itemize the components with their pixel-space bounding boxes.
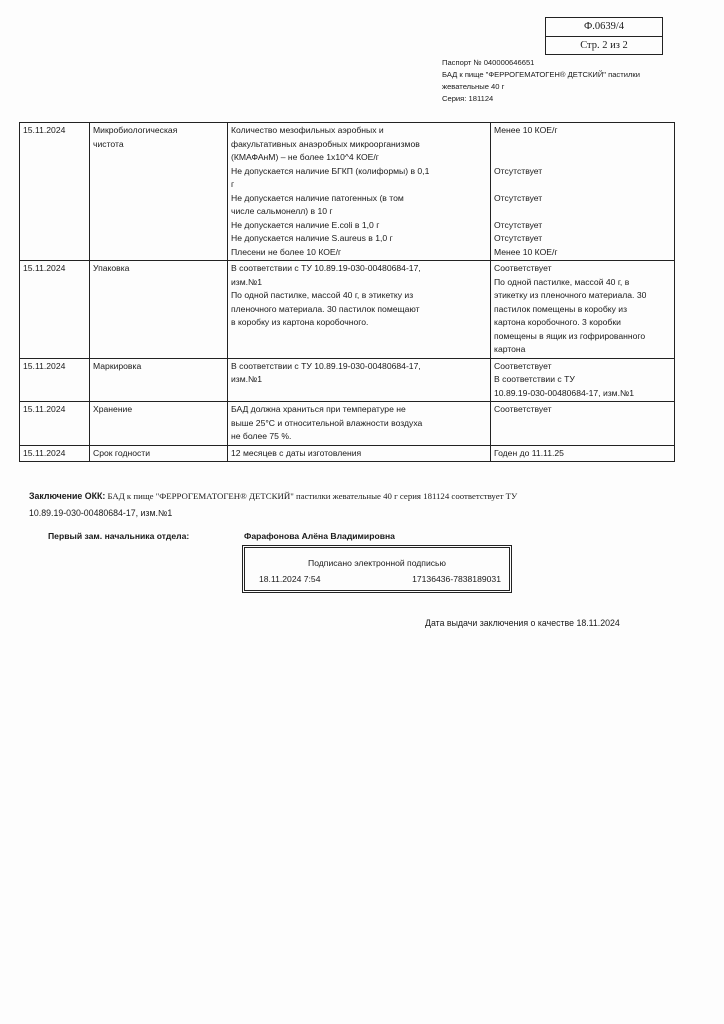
requirement-cell-line: Плесени не более 10 КОЕ/г [231,246,342,257]
result-cell-line: По одной пастилке, массой 40 г, в [494,276,630,287]
conclusion-text: БАД к пище "ФЕРРОГЕМАТОГЕН® ДЕТСКИЙ" пастилки жевательные 40 г серия 181124 соответствует ТУ [105,491,518,501]
result-cell-line: Соответствует [494,360,552,371]
result-cell-line: Соответствует [494,263,552,273]
result-cell-line: Менее 10 КОЕ/г [494,246,558,257]
indicator-cell [90,445,228,462]
indicator-cell-line: Срок годности [93,447,151,458]
product-name-line1: БАД к пище "ФЕРРОГЕМАТОГЕН® ДЕТСКИЙ" пастилки [442,70,640,79]
result-cell [491,445,675,462]
indicator-cell [90,261,228,359]
date-cell: 15.11.2024 [20,445,90,462]
result-cell-line: пастилок помещены в коробку из [494,303,628,314]
requirement-cell-line: Не допускается наличие E.coli в 1,0 г [231,219,380,230]
stamp-title: Подписано электронной подписью [308,558,446,568]
result-cell-line: этикетку из пленочного материала. 30 [494,290,647,300]
date-cell: 15.11.2024 [20,358,90,402]
result-cell [491,402,675,446]
issue-date: Дата выдачи заключения о качестве 18.11.2024 [425,618,620,628]
requirement-cell-line: (КМАФАнМ) – не более 1х10^4 КОЕ/г [231,152,379,162]
indicator-cell [90,358,228,402]
electronic-signature-stamp [242,545,512,593]
table-row [20,358,675,402]
result-cell-line: Соответствует [494,404,552,414]
table-row [20,402,675,446]
date-cell: 15.11.2024 [20,402,90,446]
requirement-cell-line: Не допускается наличие БГКП (колиформы) в 0,1 [231,165,430,176]
page-number: Стр. 2 из 2 [546,36,662,55]
requirement-cell-line: Количество мезофильных аэробных и [231,125,384,135]
indicator-cell-line: Маркировка [93,360,142,371]
indicator-cell-line: чистота [93,138,124,149]
requirement-cell [228,402,491,446]
signatory-name: Фарафонова Алёна Владимировна [244,531,395,541]
batch-number: Серия: 181124 [442,94,494,103]
result-cell-line [494,151,671,165]
result-cell-line [494,205,671,219]
result-cell-line: картона [494,344,526,354]
requirement-cell-line: изм.№1 [231,276,263,287]
conclusion-line1 [29,488,679,505]
requirement-cell [228,445,491,462]
result-cell [491,123,675,261]
result-cell-line: картона коробочного. 3 коробки [494,317,621,327]
form-code: Ф.0639/4 [583,21,625,32]
requirement-cell-line: Не допускается наличие патогенных (в том [231,192,404,203]
indicator-cell-line: Упаковка [93,263,130,273]
result-cell [491,261,675,359]
requirement-cell-line: факультативных анаэробных микроорганизмов [231,138,420,149]
conclusion-label: Заключение ОКК: [29,491,106,501]
requirement-cell-line: в коробку из картона коробочного. [231,317,369,327]
test-results-table [19,122,675,462]
conclusion-line2: 10.89.19-030-00480684-17, изм.№1 [29,508,173,518]
requirement-cell-line: пленочного материала. 30 пастилок помещают [231,303,420,314]
requirement-cell-line: не более 75 %. [231,431,292,441]
result-cell-line: Годен до 11.11.25 [494,447,564,458]
result-cell-line: Отсутствует [494,192,543,203]
requirement-cell [228,123,491,261]
result-cell-line: Отсутствует [494,219,543,230]
stamp-datetime: 18.11.2024 7:54 [259,574,321,584]
indicator-cell-line: Микробиологическая [93,125,178,135]
date-cell: 15.11.2024 [20,261,90,359]
result-cell-line [494,178,671,192]
table-row [20,445,675,462]
stamp-certificate-id: 17136436-7838189031 [412,574,501,584]
result-cell-line [494,138,671,152]
requirement-cell-line: числе сальмонелл) в 10 г [231,206,333,216]
result-cell-line: В соответствии с ТУ [494,374,575,384]
result-cell-line: Отсутствует [494,233,543,243]
requirement-cell-line: изм.№1 [231,374,263,384]
requirement-cell-line: г [231,179,235,189]
requirement-cell-line: В соответствии с ТУ 10.89.19-030-00480684-17, [231,263,421,273]
requirement-cell [228,358,491,402]
indicator-cell [90,402,228,446]
table-row [20,123,675,261]
table-row [20,261,675,359]
product-name-line2: жевательные 40 г [442,82,505,91]
requirement-cell [228,261,491,359]
passport-number: Паспорт № 040000646651 [442,58,535,67]
form-number-box [545,17,663,55]
signatory-position: Первый зам. начальника отдела: [48,531,190,541]
passport-header [442,57,682,105]
result-cell-line: помещены в ящик из гофрированного [494,330,646,341]
requirement-cell-line: 12 месяцев с даты изготовления [231,447,362,458]
indicator-cell [90,123,228,261]
conclusion-block [29,488,679,522]
date-cell: 15.11.2024 [20,123,90,261]
result-cell [491,358,675,402]
requirement-cell-line: БАД должна храниться при температуре не [231,404,406,414]
indicator-cell-line: Хранение [93,404,133,414]
result-cell-line: Отсутствует [494,165,543,176]
result-cell-line: 10.89.19-030-00480684-17, изм.№1 [494,387,634,398]
requirement-cell-line: По одной пастилке, массой 40 г, в этикетку из [231,290,414,300]
requirement-cell-line: В соответствии с ТУ 10.89.19-030-00480684-17, [231,360,421,371]
result-cell-line: Менее 10 КОЕ/г [494,125,558,135]
requirement-cell-line: выше 25°С и относительной влажности воздуха [231,417,423,428]
requirement-cell-line: Не допускается наличие S.aureus в 1,0 г [231,233,393,243]
